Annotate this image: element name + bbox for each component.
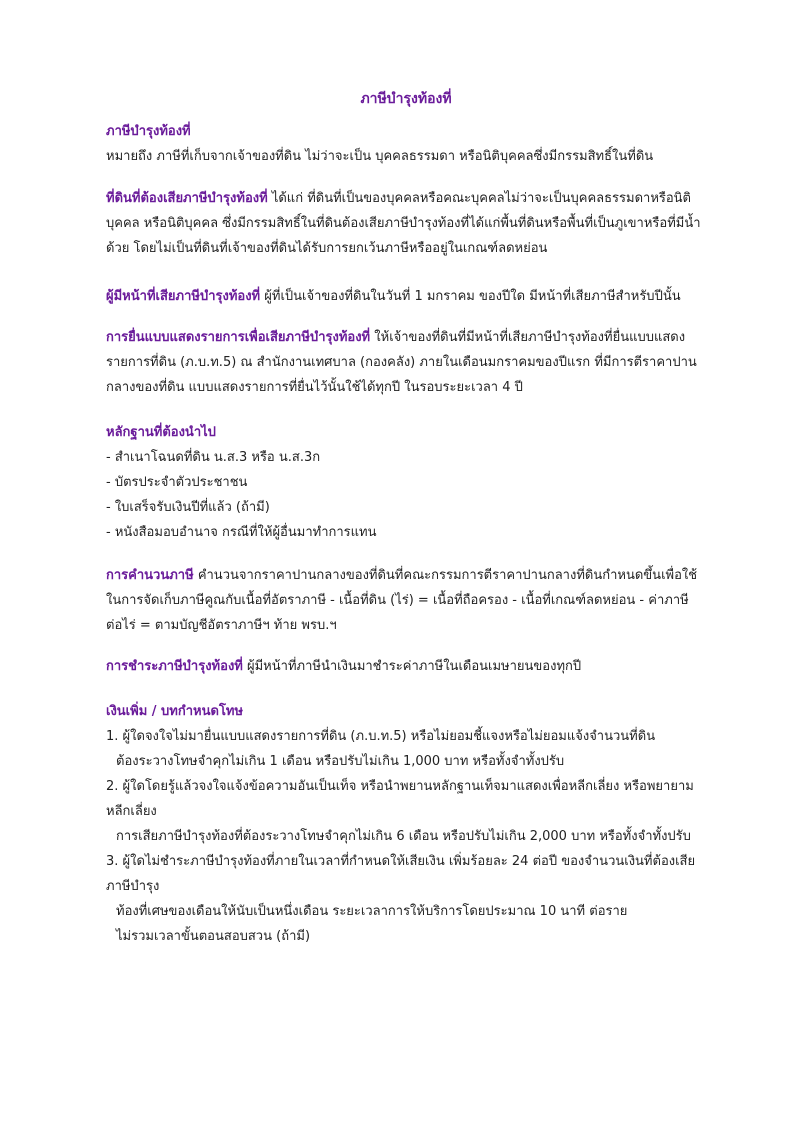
penalty-line: ท้องที่เศษของเดือนให้นับเป็นหนึ่งเดือน ระยะเวลาการให้บริการโดยประมาณ 10 นาที ต่อราย: [116, 904, 628, 919]
section-taxable-land: [106, 186, 726, 261]
penalty-line: ไม่รวมเวลาขั้นตอนสอบสวน (ถ้ามี): [116, 929, 311, 944]
penalty-line: หลีกเลี่ยง: [106, 804, 157, 819]
filing-line-3: กลางของที่ดิน แบบแสดงรายการที่ยื่นไว้นั้นใช้ได้ทุกปี ในรอบระยะเวลา 4 ปี: [106, 380, 523, 395]
page-title: ภาษีบำรุงท้องที่: [360, 91, 452, 107]
taxpayer-heading: ผู้มีหน้าที่เสียภาษีบำรุงท้องที่: [106, 289, 261, 304]
list-item: - สำเนาโฉนดที่ดิน น.ส.3 หรือ น.ส.3ก: [106, 450, 321, 465]
penalty-line: 2. ผู้ใดโดยรู้แล้วจงใจแจ้งข้อความอันเป็นเท็จ หรือนำพยานหลักฐานเท็จมาแสดงเพื่อหลีกเลี่ยง หรือพยายาม: [106, 779, 694, 794]
section-penalty: [106, 699, 726, 949]
penalty-line: ต้องระวางโทษจำคุกไม่เกิน 1 เดือน หรือปรับไม่เกิน 1,000 บาท หรือทั้งจำทั้งปรับ: [116, 754, 565, 769]
section-filing: [106, 325, 726, 400]
taxable-land-line-3: ด้วย โดยไม่เป็นที่ดินที่เจ้าของที่ดินได้รับการยกเว้นภาษีหรืออยู่ในเกณฑ์ลดหย่อน: [106, 241, 548, 256]
filing-line-1: ให้เจ้าของที่ดินที่มีหน้าที่เสียภาษีบำรุงท้องที่ยื่นแบบแสดง: [374, 330, 686, 345]
list-item: - ใบเสร็จรับเงินปีที่แล้ว (ถ้ามี): [106, 500, 270, 515]
penalty-line: 3. ผู้ใดไม่ชำระภาษีบำรุงท้องที่ภายในเวลาที่กำหนดให้เสียเงิน เพิ่มร้อยละ 24 ต่อปี ของจำนวนเงินที่ต้องเสีย: [106, 854, 696, 869]
list-item: - หนังสือมอบอำนาจ กรณีที่ให้ผู้อื่นมาทำการแทน: [106, 525, 377, 540]
calculation-heading: การคำนวนภาษี: [106, 568, 194, 583]
definition-text: หมายถึง ภาษีที่เก็บจากเจ้าของที่ดิน ไม่ว่าจะเป็น บุคคลธรรมดา หรือนิติบุคคลซึ่งมีกรรมสิทธิ์ในที่ดิน: [106, 149, 654, 164]
payment-heading: การชำระภาษีบำรุงท้องที่: [106, 659, 243, 674]
documents-heading: หลักฐานที่ต้องนำไป: [106, 425, 216, 440]
penalty-heading: เงินเพิ่ม / บทกำหนดโทษ: [106, 704, 244, 719]
section-definition: [106, 119, 726, 169]
penalty-line: การเสียภาษีบำรุงท้องที่ต้องระวางโทษจำคุกไม่เกิน 6 เดือน หรือปรับไม่เกิน 2,000 บาท หรือทั้งจำทั้งปรับ: [116, 829, 691, 844]
taxable-land-line-2: บุคคล หรือนิติบุคคล ซึ่งมีกรรมสิทธิ์ในที่ดินต้องเสียภาษีบำรุงท้องที่ได้แก่พื้นที่ดินหรือพื้นที่เป็นภูเขาหรือที่มีน้ำ: [106, 216, 701, 231]
list-item: - บัตรประจำตัวประชาชน: [106, 475, 248, 490]
section-documents: [106, 420, 726, 545]
section-payment: [106, 654, 726, 679]
penalty-line: ภาษีบำรุง: [106, 879, 160, 894]
section-taxpayer: [106, 284, 726, 309]
calculation-line-2: ในการจัดเก็บภาษีคูณกับเนื้อที่อัตราภาษี - เนื้อที่ดิน (ไร่) = เนื้อที่ถือครอง - เนื้อที่เกณฑ์ลดหย่อน - ค่าภาษี: [106, 593, 689, 608]
calculation-line-3: ต่อไร่ = ตามบัญชีอัตราภาษีฯ ท้าย พรบ.ฯ: [106, 618, 337, 633]
section-calculation: [106, 563, 726, 638]
taxpayer-text: ผู้ที่เป็นเจ้าของที่ดินในวันที่ 1 มกราคม ของปีใด มีหน้าที่เสียภาษีสำหรับปีนั้น: [264, 289, 681, 304]
filing-line-2: รายการที่ดิน (ภ.บ.ท.5) ณ สำนักงานเทศบาล (กองคลัง) ภายในเดือนมกราคมของปีแรก ที่มีการตีราคาปาน: [106, 355, 697, 370]
definition-heading: ภาษีบำรุงท้องที่: [106, 124, 191, 139]
taxable-land-line-1: ได้แก่ ที่ดินที่เป็นของบุคคลหรือคณะบุคคลไม่ว่าจะเป็นบุคคลธรรมดาหรือนิติ: [271, 191, 692, 206]
penalty-line: 1. ผู้ใดจงใจไม่มายื่นแบบแสดงรายการที่ดิน (ภ.บ.ท.5) หรือไม่ยอมชี้แจงหรือไม่ยอมแจ้งจำนวนที่ดิน: [106, 729, 656, 744]
payment-text: ผู้มีหน้าที่ภาษีนำเงินมาชำระค่าภาษีในเดือนเมษายนของทุกปี: [247, 659, 582, 674]
filing-heading: การยื่นแบบแสดงรายการเพื่อเสียภาษีบำรุงท้องที่: [106, 330, 371, 345]
calculation-line-1: คำนวนจากราคาปานกลางของที่ดินที่คณะกรรมการตีราคาปานกลางที่ดินกำหนดขึ้นเพื่อใช้: [197, 568, 698, 583]
taxable-land-heading: ที่ดินที่ต้องเสียภาษีบำรุงท้องที่: [106, 191, 268, 206]
